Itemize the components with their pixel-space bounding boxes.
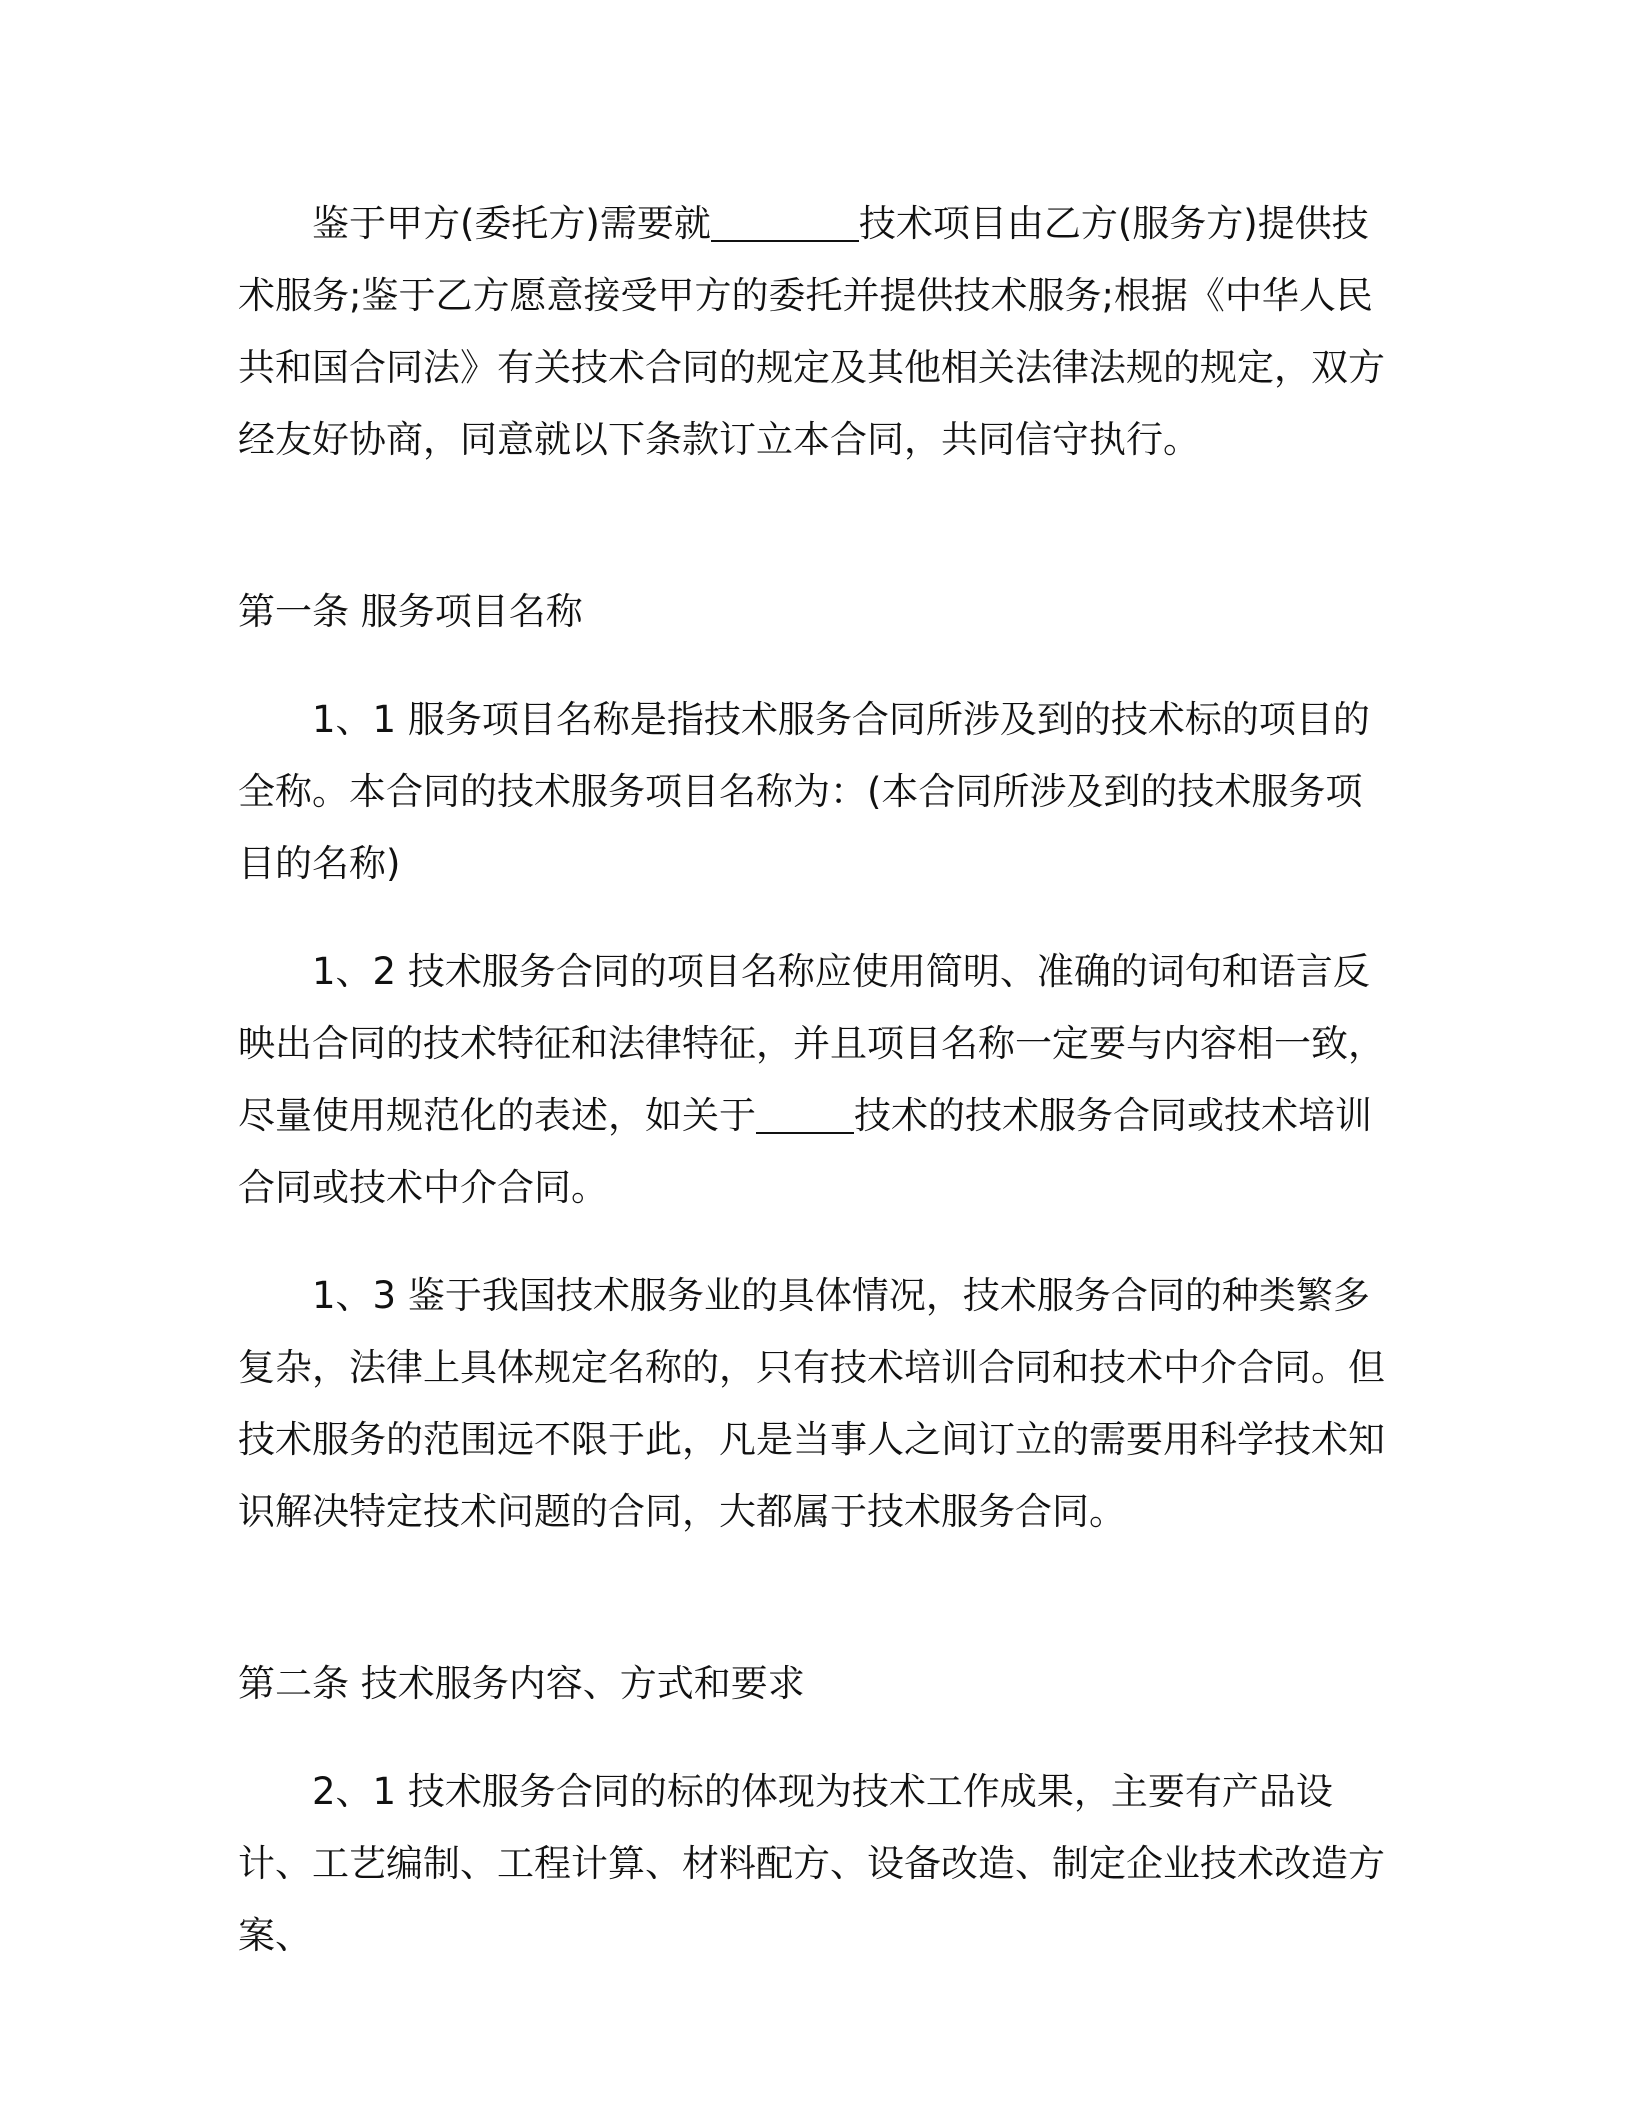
article-2-heading: 第二条 技术服务内容、方式和要求 (238, 1662, 805, 1705)
document-body (238, 188, 1394, 2008)
clause-2-text-before-blank: 1、2 技术服务合同的项目名称应使用简明、准确的词句和语言反映出合同的技术特征和法律特征，并且项目名称一定要与内容相一致，尽量使用规范化的表述，如关于 (238, 950, 1385, 1137)
intro-paragraph (238, 188, 1394, 476)
fill-in-blank-technology (756, 1095, 854, 1134)
intro-text-after-blank: 技术项目由乙方(服务方)提供技术服务;鉴于乙方愿意接受甲方的委托并提供技术服务;根据《中华人民共和国合同法》有关技术合同的规定及其他相关法律法规的规定，双方经友好协商，同意就以下条款订立本合同，共同信守执行。 (238, 202, 1385, 461)
article-1-heading: 第一条 服务项目名称 (238, 590, 583, 633)
article-2-clause-1: 2、1 技术服务合同的标的体现为技术工作成果，主要有产品设计、工艺编制、工程计算、材料配方、设备改造、制定企业技术改造方案、 (238, 1770, 1385, 1957)
article-1-clause-2 (238, 936, 1394, 1224)
intro-text-before-blank: 鉴于甲方(委托方)需要就 (312, 202, 711, 245)
clause-2-text-after-blank: 技术的技术服务合同或技术培训合同或技术中介合同。 (238, 1094, 1372, 1209)
fill-in-blank-project (711, 203, 859, 242)
article-1-clause-1: 1、1 服务项目名称是指技术服务合同所涉及到的技术标的项目的全称。本合同的技术服务项目名称为：(本合同所涉及到的技术服务项目的名称) (238, 698, 1370, 885)
article-1-clause-3: 1、3 鉴于我国技术服务业的具体情况，技术服务合同的种类繁多复杂，法律上具体规定名称的，只有技术培训合同和技术中介合同。但技术服务的范围远不限于此，凡是当事人之间订立的需要用科学技术知识解决特定技术问题的合同，大都属于技术服务合同。 (238, 1274, 1385, 1533)
